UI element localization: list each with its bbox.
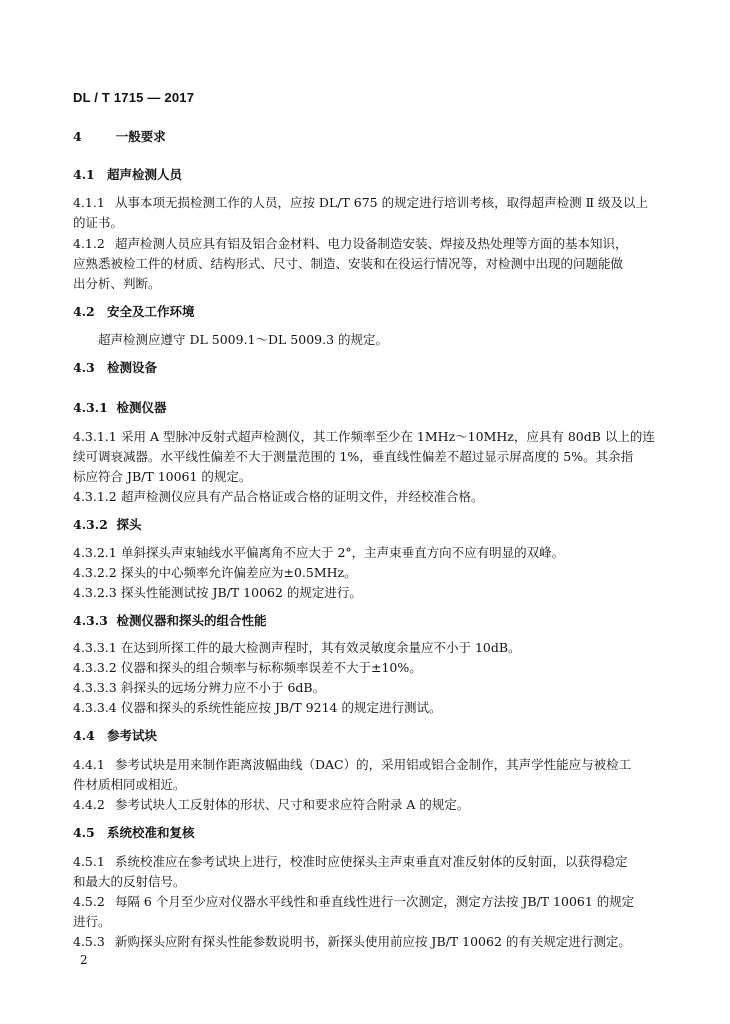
- clause-number: 4.3.2.2: [73, 565, 117, 580]
- section-number: 4.5: [73, 825, 95, 840]
- clause-text: 参考试块人工反射体的形状、尺寸和要求应符合附录 A 的规定。: [114, 797, 470, 812]
- clause-number: 4.3.2.3: [73, 585, 117, 600]
- subsection-heading: [73, 398, 657, 418]
- clause: [73, 698, 657, 718]
- clause-text: 系统校准应在参考试块上进行，校准时应使探头主声束垂直对准反射体的反射面，以获得稳定: [114, 854, 628, 869]
- clause: [73, 234, 657, 254]
- clause-text: 超声检测仪应具有产品合格证或合格的证明文件，并经校准合格。: [120, 489, 484, 504]
- paragraph: 超声检测应遵守 DL 5009.1～DL 5009.3 的规定。: [98, 332, 389, 347]
- clause-number: 4.1.2: [73, 236, 105, 251]
- section-number: 4.3.1: [73, 400, 108, 415]
- section-title: 检测设备: [107, 360, 158, 375]
- clause-text: 斜探头的远场分辨力应不小于 6dB。: [120, 680, 326, 695]
- clause-number: 4.3.3.4: [73, 700, 117, 715]
- section-number: 4.2: [73, 304, 95, 319]
- clause-continuation: 出分析、判断。: [73, 276, 161, 291]
- clause-continuation: 的证书。: [73, 215, 124, 230]
- clause-continuation: 件材质相同或相近。: [73, 777, 186, 792]
- clause-continuation: 进行。: [73, 914, 111, 929]
- clause: [73, 678, 657, 698]
- page-number: 2: [80, 953, 88, 967]
- clause-number: 4.4.2: [73, 797, 105, 812]
- clause-number: 4.3.1.2: [73, 489, 117, 504]
- section-heading: [73, 726, 657, 746]
- section-heading: [73, 823, 657, 843]
- document-code: DL / T 1715 — 2017: [73, 90, 195, 105]
- clause-continuation: 和最大的反射信号。: [73, 874, 186, 889]
- clause-text: 仪器和探头的组合频率与标称频率误差不大于±10%。: [120, 660, 422, 675]
- clause: [73, 795, 657, 815]
- section-number: 4.1: [73, 167, 95, 182]
- section-heading: [73, 127, 657, 147]
- section-number: 4.3.2: [73, 517, 108, 532]
- clause-text: 采用 A 型脉冲反射式超声检测仪，其工作频率至少在 1MHz～10MHz，应具有 80dB 以上的连: [120, 429, 655, 444]
- clause: [73, 427, 657, 447]
- subsection-heading: [73, 515, 657, 535]
- section-title: 参考试块: [107, 728, 158, 743]
- section-title: 一般要求: [115, 129, 166, 144]
- section-heading: [73, 358, 657, 378]
- section-heading: [73, 165, 657, 185]
- section-title: 探头: [116, 517, 142, 532]
- section-number: 4.4: [73, 728, 95, 743]
- clause-number: 4.5.1: [73, 854, 105, 869]
- section-number: 4.3: [73, 360, 95, 375]
- clause: [73, 852, 657, 872]
- clause: [73, 543, 657, 563]
- clause-number: 4.3.3.2: [73, 660, 117, 675]
- clause-text: 新购探头应附有探头性能参数说明书，新探头使用前应按 JB/T 10062 的有关规定进行测定。: [114, 934, 631, 949]
- clause-text: 超声检测人员应具有铝及铝合金材料、电力设备制造安装、焊接及热处理等方面的基本知识，: [114, 236, 628, 251]
- subsection-heading: [73, 611, 657, 631]
- clause-number: 4.3.2.1: [73, 545, 117, 560]
- section-heading: [73, 302, 657, 322]
- clause-continuation: 标应符合 JB/T 10061 的规定。: [73, 469, 252, 484]
- clause-text: 探头性能测试按 JB/T 10062 的规定进行。: [120, 585, 362, 600]
- clause-number: 4.5.3: [73, 934, 105, 949]
- clause-number: 4.3.3.1: [73, 640, 117, 655]
- clause-text: 从事本项无损检测工作的人员，应按 DL/T 675 的规定进行培训考核，取得超声检测 Ⅱ 级及以上: [114, 195, 649, 210]
- clause-number: 4.3.3.3: [73, 680, 117, 695]
- section-title: 超声检测人员: [107, 167, 183, 182]
- section-title: 安全及工作环境: [107, 304, 195, 319]
- clause-text: 单斜探头声束轴线水平偏离角不应大于 2°，主声束垂直方向不应有明显的双峰。: [120, 545, 565, 560]
- clause: [73, 583, 657, 603]
- clause: [73, 755, 657, 775]
- clause: [73, 563, 657, 583]
- clause-number: 4.5.2: [73, 894, 105, 909]
- section-number: 4: [73, 129, 82, 144]
- clause-number: 4.4.1: [73, 757, 105, 772]
- clause-number: 4.1.1: [73, 195, 105, 210]
- clause: [73, 193, 657, 213]
- clause-text: 探头的中心频率允许偏差应为±0.5MHz。: [120, 565, 357, 580]
- clause-continuation: 续可调衰减器。水平线性偏差不大于测量范围的 1%，垂直线性偏差不超过显示屏高度的 5%。其余指: [73, 449, 634, 464]
- clause: [73, 638, 657, 658]
- clause-text: 参考试块是用来制作距离波幅曲线（DAC）的，采用铝或铝合金制作，其声学性能应与被检工: [114, 757, 632, 772]
- section-title: 检测仪器: [116, 400, 167, 415]
- section-title: 检测仪器和探头的组合性能: [116, 613, 267, 628]
- clause: [73, 892, 657, 912]
- clause-number: 4.3.1.1: [73, 429, 117, 444]
- clause: [73, 932, 657, 952]
- section-title: 系统校准和复核: [107, 825, 195, 840]
- clause-continuation: 应熟悉被检工件的材质、结构形式、尺寸、制造、安装和在役运行情况等，对检测中出现的问题能做: [73, 256, 624, 271]
- clause-text: 仪器和探头的系统性能应按 JB/T 9214 的规定进行测试。: [120, 700, 442, 715]
- clause: [73, 487, 657, 507]
- clause-text: 每隔 6 个月至少应对仪器水平线性和垂直线性进行一次测定，测定方法按 JB/T 10061 的规定: [114, 894, 635, 909]
- clause: [73, 658, 657, 678]
- clause-text: 在达到所探工件的最大检测声程时，其有效灵敏度余量应不小于 10dB。: [120, 640, 521, 655]
- section-number: 4.3.3: [73, 613, 108, 628]
